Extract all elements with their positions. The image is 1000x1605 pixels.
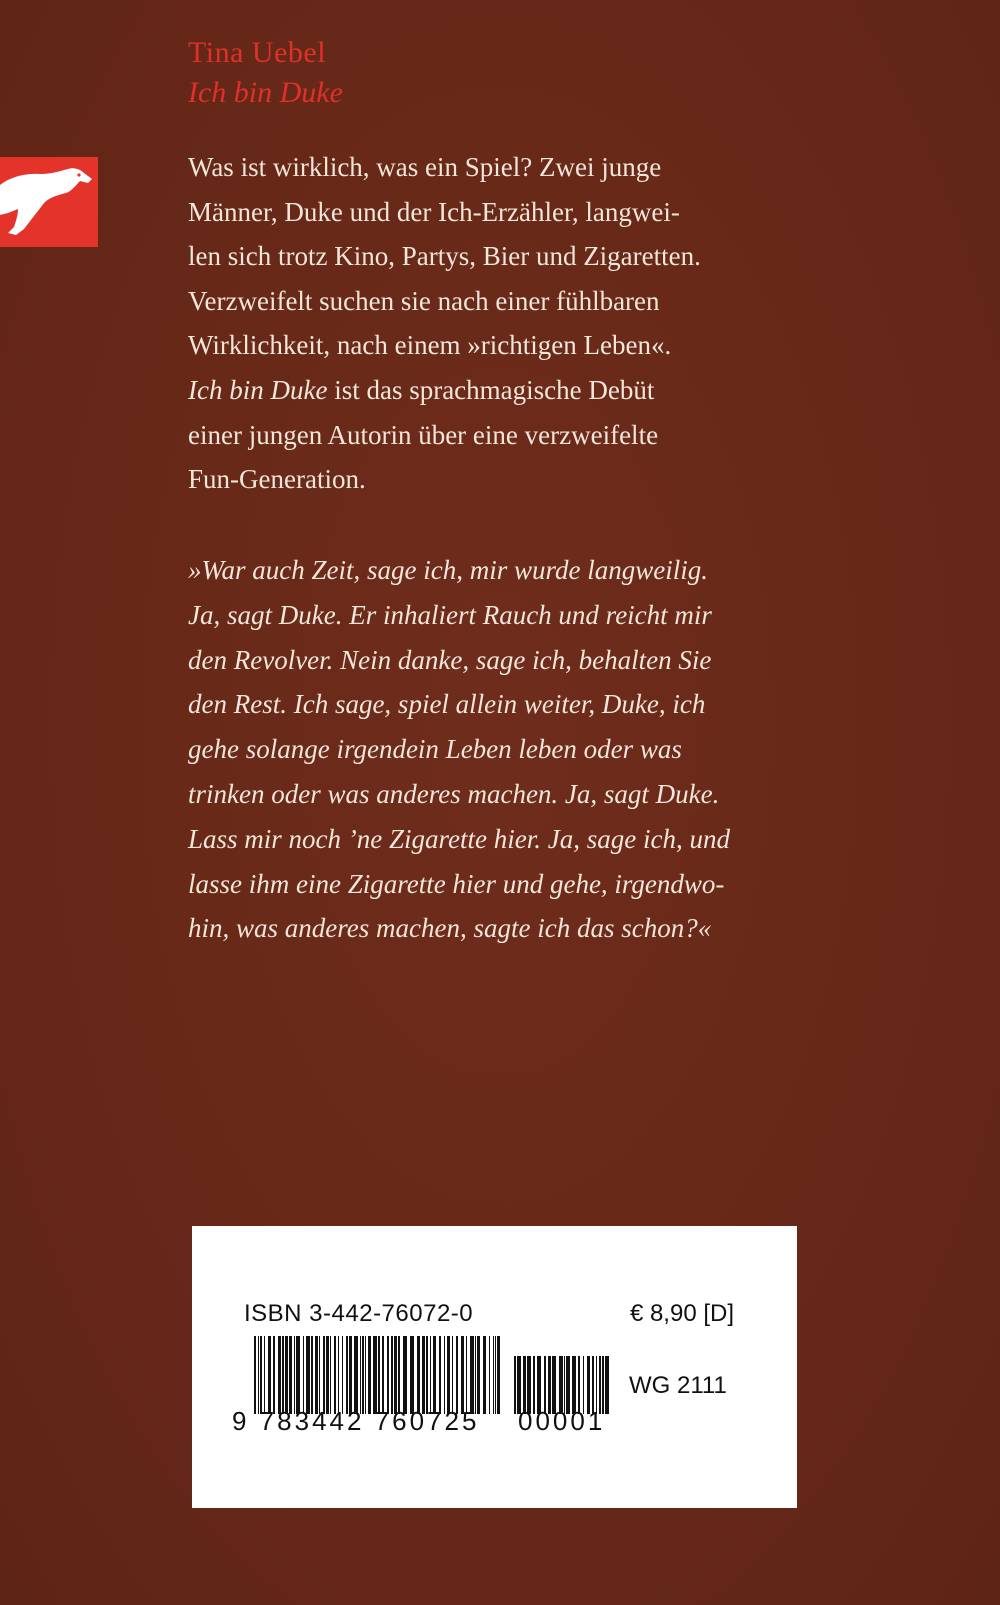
barcode-bar: [334, 1336, 336, 1414]
warengruppe-code: WG 2111: [629, 1372, 727, 1399]
barcode-bar: [394, 1336, 397, 1414]
barcode-bar: [444, 1336, 445, 1414]
barcode-bar: [282, 1336, 284, 1414]
barcode-bar: [330, 1336, 331, 1414]
barcode-bar: [452, 1336, 453, 1414]
barcode-bar: [306, 1336, 310, 1414]
isbn-number: ISBN 3-442-76072-0: [244, 1300, 474, 1327]
barcode-bar: [382, 1336, 384, 1414]
barcode-bar: [362, 1336, 364, 1414]
barcode-bar: [273, 1336, 275, 1414]
barcode-bar: [365, 1336, 366, 1414]
price: € 8,90 [D]: [629, 1300, 734, 1327]
barcode-bar: [489, 1336, 490, 1414]
barcode-bar: [461, 1336, 464, 1414]
barcode-bar: [430, 1336, 431, 1414]
barcode-bar: [338, 1336, 339, 1414]
barcode-bar: [258, 1336, 259, 1414]
barcode-bar: [605, 1356, 609, 1414]
barcode-bar: [514, 1356, 516, 1414]
barcode-bar: [426, 1336, 428, 1414]
barcode-bar: [466, 1336, 467, 1414]
barcode-bar: [342, 1336, 343, 1414]
addon-digits: 00001: [518, 1406, 606, 1436]
blurb-text: [188, 145, 828, 502]
barcode-bar: [378, 1336, 380, 1414]
blurb-text-part-1: Was ist wirklich, was ein Spiel? Zwei junge Männer, Duke und der Ich-Erzähler, langwei- len sich trotz Kino, Partys, Bier und Zigaretten. Verzweifelt suchen sie nach einer fühlbaren Wirklichkeit, nach einem »richtigen Leben«.: [188, 152, 701, 361]
barcode-bar: [497, 1336, 500, 1414]
barcode-bar: [296, 1336, 300, 1414]
barcode-bar: [373, 1336, 377, 1414]
barcode-bar: [439, 1336, 441, 1414]
barcode-bar: [368, 1336, 371, 1414]
barcode-bar: [447, 1336, 450, 1414]
barcode-bar: [323, 1336, 325, 1414]
barcode-bar: [483, 1336, 486, 1414]
barcode-bar: [254, 1336, 256, 1414]
barcode-bar: [403, 1336, 407, 1414]
barcode-bar: [289, 1336, 292, 1414]
barcode-bar: [294, 1336, 295, 1414]
barcode-bar: [495, 1336, 496, 1414]
barcode-bar: [493, 1336, 494, 1414]
barcode-bar: [410, 1336, 414, 1414]
barcode-bar: [470, 1336, 474, 1414]
barcode-bar: [303, 1336, 304, 1414]
blurb-text-part-2: ist das sprachmagische Debüt einer jungen Autorin über eine verzweifelte Fun-Generation.: [188, 374, 659, 495]
barcode-bar: [326, 1336, 329, 1414]
barcode-bar: [311, 1336, 313, 1414]
barcode-bar: [349, 1336, 352, 1414]
barcode-bar: [354, 1336, 358, 1414]
barcode-bar: [264, 1336, 265, 1414]
barcode-bar: [475, 1336, 476, 1414]
barcode-bar: [433, 1336, 436, 1414]
barcode-label: [192, 1226, 797, 1508]
barcode-bar: [422, 1336, 425, 1414]
ean-digits: 9 783442 760725: [232, 1406, 480, 1436]
barcode-bar: [398, 1336, 400, 1414]
excerpt-quote: »War auch Zeit, sage ich, mir wurde langweilig. Ja, sagt Duke. Er inhaliert Rauch und reicht mir den Revolver. Nein danke, sage ich, behalten Sie den Rest. Ich sage, spiel allein weiter, Duke, ich gehe solange irgendein Leben leben oder was trinken oder was anderes machen. Ja, sagt Duke. Lass mir noch ’ne Zigarette hier. Ja, sage ich, und lasse ihm eine Zigarette hier und gehe, irgendwo- hin, was anderes machen, sagte ich das schon?«: [188, 555, 730, 944]
barcode-bar: [456, 1336, 458, 1414]
barcode-bar: [360, 1336, 361, 1414]
author-name: Tina Uebel: [188, 36, 327, 69]
barcode-bar: [315, 1336, 318, 1414]
publisher-logo: [0, 157, 98, 247]
barcode-bar: [278, 1336, 281, 1414]
polar-bear-icon: [0, 157, 98, 247]
ean-barcode: [254, 1336, 504, 1414]
barcode-bar: [285, 1336, 288, 1414]
barcode-bar: [260, 1336, 262, 1414]
barcode-bar: [268, 1336, 271, 1414]
barcode-bar: [477, 1336, 480, 1414]
barcode-bar: [346, 1336, 348, 1414]
barcode-bar: [387, 1336, 389, 1414]
barcode-bar: [391, 1336, 393, 1414]
book-title: Ich bin Duke: [188, 76, 343, 109]
blurb-title-reference: Ich bin Duke: [188, 374, 328, 405]
barcode-bar: [319, 1336, 320, 1414]
barcode-bar: [417, 1336, 420, 1414]
